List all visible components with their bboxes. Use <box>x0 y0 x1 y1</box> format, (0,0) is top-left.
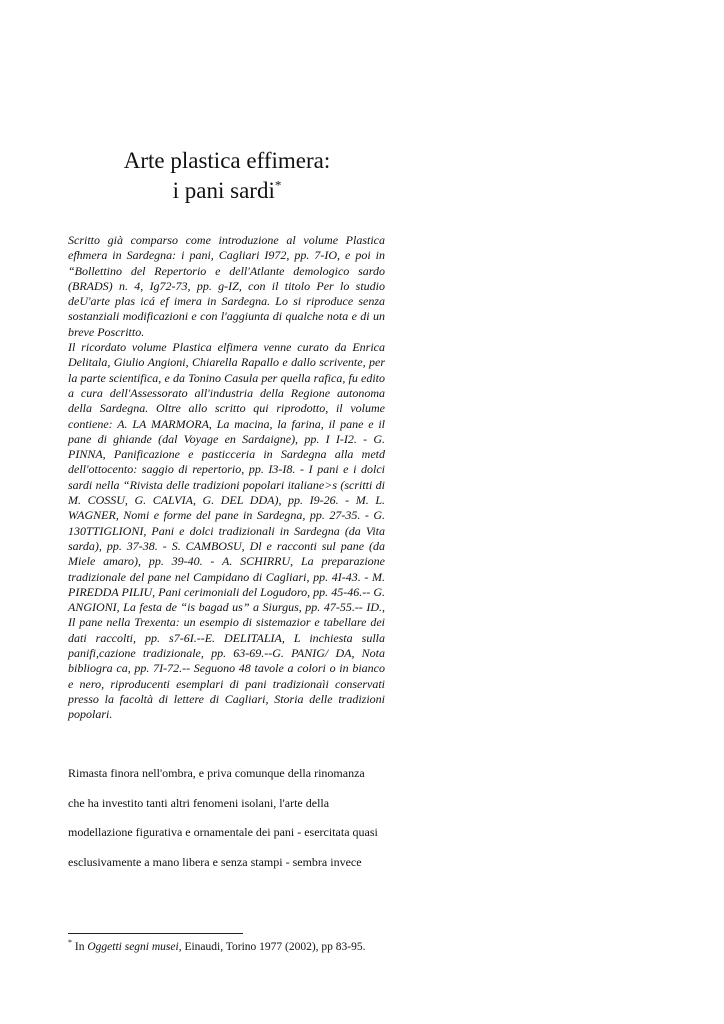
footnote-book-title: Oggetti segni musei <box>87 941 179 953</box>
body-line: che ha investito tanti altri fenomeni isolani, l'arte della <box>68 795 330 810</box>
body-line: esclusivamente a mano libera e senza stampi - sembra invece <box>68 854 362 869</box>
body-line: modellazione figurativa e ornamentale dei pani - esercitata quasi <box>68 825 378 839</box>
footnote-separator <box>68 933 243 934</box>
title-line-1: Arte plastica effimera: <box>123 148 331 173</box>
footnote-suffix: , Einaudi, Torino 1977 (2002), pp 83-95. <box>178 941 366 953</box>
intro-paragraph-2: Il ricordato volume Plastica elfimera venne curato da Enrica Delitala, Giulio Angioni, Chiarella Rapallo e dallo scrivente, per la parte scientifica, e da Tonino Casula per quella rafica, fu edito a cura dell'Assessorato all'industria della Regione autonoma della Sardegna. Oltre allo scritto qui riprodotto, il volume contiene: A. LA MARMORA, La macina, la farina, il pane e il pane di ghiande (dal Voyage en Sardaigne), pp. I I-I2. - G. PINNA, Panificazione e pasticceria in Sardegna alla metd dell'ottocento: saggio di repertorio, pp. I3-I8. - I pani e i dolci sardi nella “Rivista delle tradizioni popolari italiane>s (scritti di M. COSSU, G. CALVIA, G. DEL DDA), pp. I9-26. - M. L. WAGNER, Nomi e forme del pane in Sardegna, pp. 27-35. - G. 130TTIGLIONI, Pani e dolci tradizionali in Sardegna (da Vita sarda), pp. 37-38. - S. CAMBOSU, Dl e racconti sul pane (da Miele amaro), pp. 39-40. - A. SCHIRRU, La preparazione tradizionale del pane nel Campidano di Cagliari, pp. 4I-43. - M. PIREDDA PILIU, Pani cerimoniali del Logudoro, pp. 45-46.-- G. ANGIONI, La festa de “is bagad us” a Siurgus, pp. 47-55.-- ID., Il pane nella Trexenta: un esempio di sistemazior e tabellare dei dati raccolti, pp. s7-6I.--E. DELITALIA, L inchiesta sulla panifi,cazione tradizionale, pp. 63-69.--G. PANIG/ DA, Nota bibliogra ca, pp. 7I-72.-- Seguono 48 tavole a colori o in bianco e nero, riproducenti esemplari di pani tradizionaìi conservati presso la facoltà di lettere di Cagliari, Storia delle tradizioni popolari. <box>68 340 385 722</box>
footnote-marker: * <box>68 938 72 948</box>
essay-title <box>68 146 386 206</box>
title-line-2 <box>68 176 386 206</box>
introductory-note <box>68 233 385 723</box>
title-line-2-text: i pani sardi <box>172 178 275 203</box>
body-paragraph <box>68 766 398 884</box>
intro-paragraph-1: Scritto già comparso come introduzione al volume Plastica efhmera in Sardegna: i pani, Cagliari I972, pp. 7-IO, e poi in “Bollettino del Repertorio e dell'Atlante demologico sardo (BRADS) n. 4, Ig72-73, pp. g-IZ, con il titolo Per lo studio deU'arte plas icá ef imera in Sardegna. Lo si riproduce senza sostanziali modificazioni e con l'aggiunta di qualche nota e di un breve Poscritto. <box>68 233 385 339</box>
footnote <box>68 940 366 955</box>
footnote-marker-link[interactable]: * <box>274 177 282 193</box>
footnote-prefix: In <box>72 941 88 953</box>
body-line: Rimasta finora nell'ombra, e priva comunque della rinomanza <box>68 766 365 780</box>
